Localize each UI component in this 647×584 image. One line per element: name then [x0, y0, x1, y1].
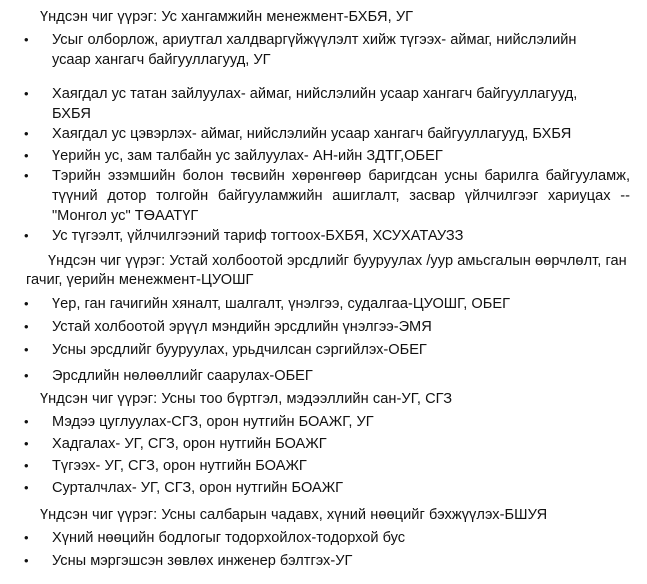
list-item-text: Тэрийн эзэмшийн болон төсвийн хөрөнгөөр баригдсан усны барилга байгууламж, түүний дотор толгойн байгууламжийн ашиглалт, засвар үйлчилгээг хариуцах --"Монгол ус" ТӨААТҮГ — [52, 168, 630, 224]
list-item — [24, 478, 624, 498]
list-item-text: Хадгалах- УГ, СГЗ, орон нутгийн БОАЖГ — [52, 436, 327, 452]
bullet-icon: • — [24, 553, 29, 568]
list-item-text: Хаягдал ус цэвэрлэх- аймаг, нийслэлийн усаар хангагч байгууллагууд, БХБЯ — [52, 126, 572, 142]
section-title: Үндсэн чиг үүрэг: Усны салбарын чадавх, хүний нөөцийг бэхжүүлэх-БШУЯ — [40, 507, 548, 523]
list-item — [24, 317, 624, 337]
list-item — [24, 146, 624, 166]
bullet-icon: • — [24, 148, 29, 163]
section-title: Үндсэн чиг үүрэг: Усны тоо бүртгэл, мэдээллийн сан-УГ, СГЗ — [40, 391, 453, 407]
list-item — [24, 30, 624, 70]
list-item-text: Усыг олборлож, ариутгал халдваргүйжүүлэлт хийж түгээх- аймаг, нийслэлийн усаар хангагч байгууллагууд, УГ — [52, 32, 577, 68]
bullet-icon: • — [24, 168, 29, 183]
list-item — [24, 456, 624, 476]
bullet-icon: • — [24, 126, 29, 141]
section-title: Үндсэн чиг үүрэг: Устай холбоотой эрсдлийг бууруулах /уур амьсгалын өөрчлөлт, ган гачиг, үерийн менежмент-ЦУОШГ — [26, 253, 627, 288]
list-item — [24, 124, 624, 144]
bullet-icon: • — [24, 32, 29, 47]
list-item-text: Ус түгээлт, үйлчилгээний тариф тогтоох-БХБЯ, ХСУХАТАУЗЗ — [52, 228, 464, 244]
bullet-icon: • — [24, 458, 29, 473]
bullet-icon: • — [24, 86, 29, 101]
bullet-icon: • — [24, 436, 29, 451]
bullet-icon: • — [24, 368, 29, 383]
list-item — [24, 434, 624, 454]
bullet-icon: • — [24, 530, 29, 545]
list-item — [24, 366, 624, 386]
list-item-text: Сурталчлах- УГ, СГЗ, орон нутгийн БОАЖГ — [52, 480, 344, 496]
list-item-text: Усны эрсдлийг бууруулах, урьдчилсан сэргийлэх-ОБЕГ — [52, 342, 427, 358]
list-item-text: Үер, ган гачигийн хяналт, шалгалт, үнэлгээ, судалгаа-ЦУОШГ, ОБЕГ — [52, 296, 510, 312]
list-item — [24, 340, 624, 360]
list-item-text: Мэдээ цуглуулах-СГЗ, орон нутгийн БОАЖГ, УГ — [52, 414, 374, 430]
list-item-text: Усны мэргэшсэн зөвлөх инженер бэлтгэх-УГ — [52, 553, 353, 569]
list-item-text: Эрсдлийн нөлөөллийг саарулах-ОБЕГ — [52, 368, 313, 384]
list-item — [24, 166, 630, 226]
list-item — [24, 528, 624, 548]
bullet-icon: • — [24, 296, 29, 311]
bullet-icon: • — [24, 414, 29, 429]
list-item — [24, 226, 624, 246]
bullet-icon: • — [24, 342, 29, 357]
bullet-icon: • — [24, 480, 29, 495]
list-item — [24, 412, 624, 432]
section-title: Үндсэн чиг үүрэг: Ус хангамжийн менежмент-БХБЯ, УГ — [40, 9, 414, 25]
list-item-text: Хаягдал ус татан зайлуулах- аймаг, нийслэлийн усаар хангагч байгууллагууд, БХБЯ — [52, 86, 578, 122]
bullet-icon: • — [24, 319, 29, 334]
list-item — [24, 84, 624, 124]
bullet-icon: • — [24, 228, 29, 243]
list-item-text: Түгээх- УГ, СГЗ, орон нутгийн БОАЖГ — [52, 458, 307, 474]
list-item-text: Хүний нөөцийн бодлогыг тодорхойлох-тодорхой бус — [52, 530, 406, 546]
list-item — [24, 294, 624, 314]
list-item-text: Устай холбоотой эрүүл мэндийн эрсдлийн үнэлгээ-ЭМЯ — [52, 319, 432, 335]
list-item-text: Үерийн ус, зам талбайн ус зайлуулах- АН-ийн ЗДТГ,ОБЕГ — [52, 148, 443, 164]
list-item — [24, 551, 624, 571]
